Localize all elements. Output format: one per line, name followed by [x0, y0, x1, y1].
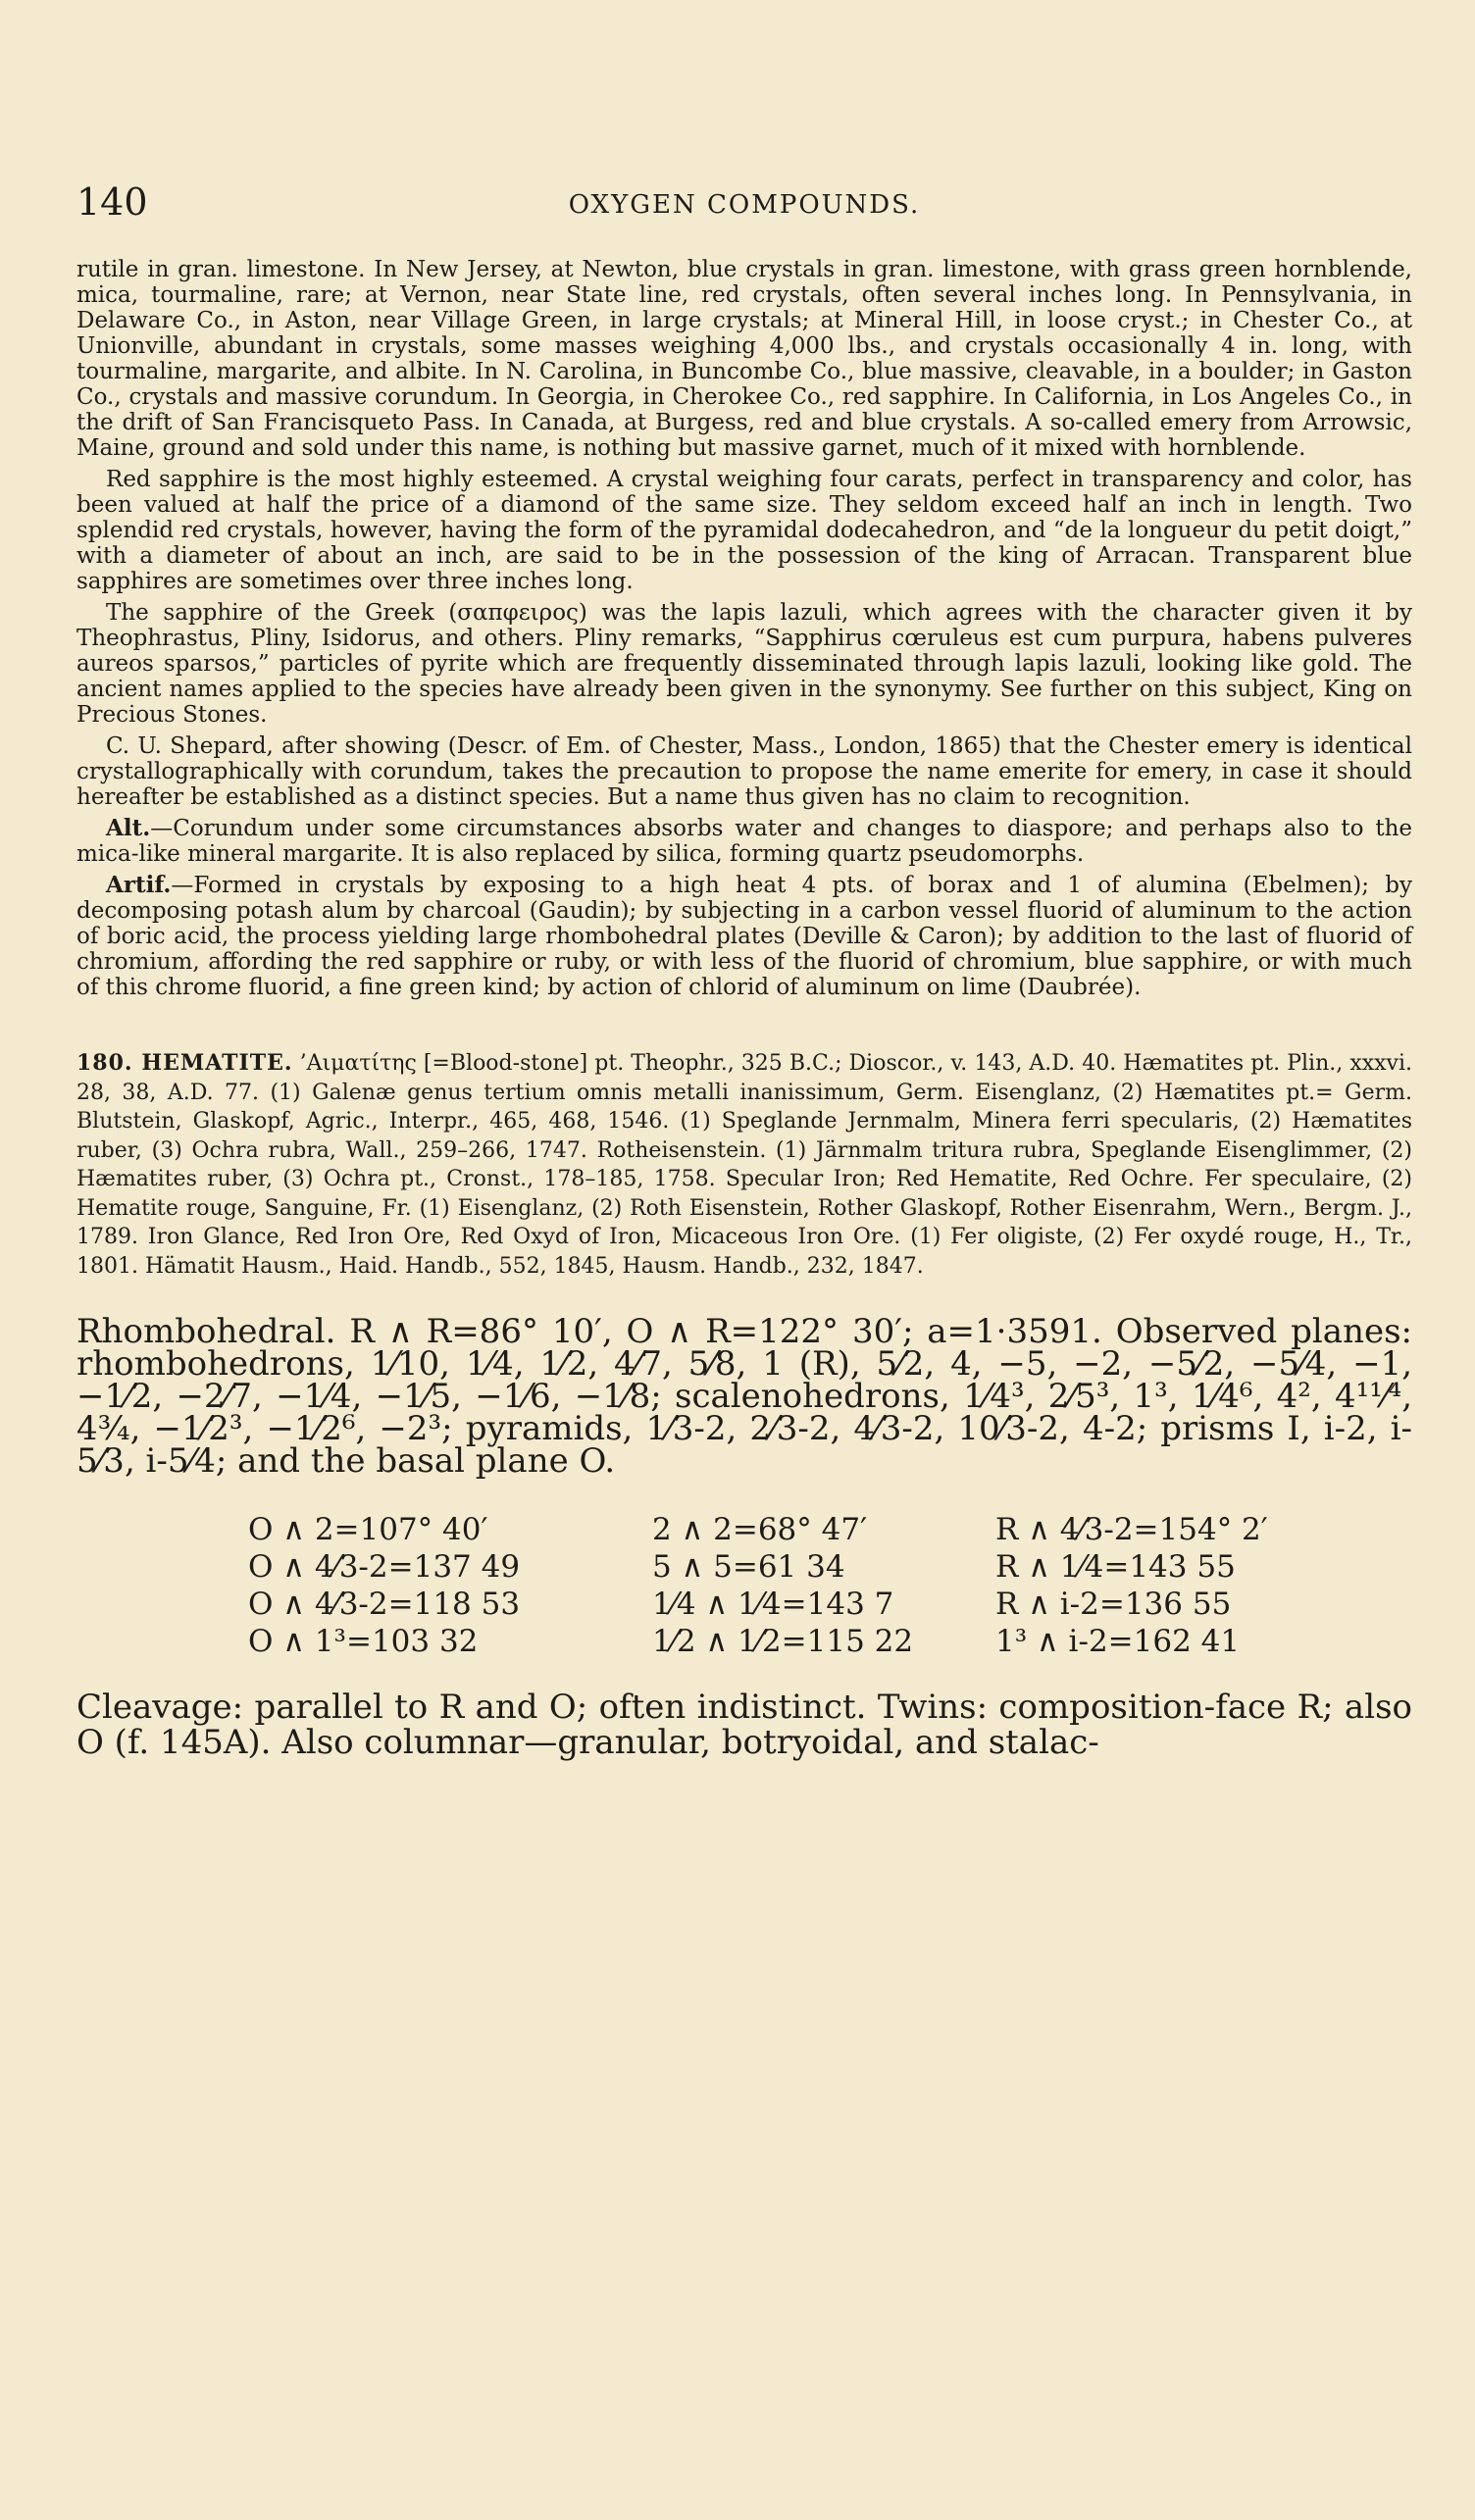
angle-row [248, 1548, 1268, 1586]
crystallography-text: Rhombohedral. R ∧ R=86° 10′, O ∧ R=122° 30′; a=1·3591. Observed planes: rhombohedrons, 1⁄10, 1⁄4, 1⁄2, 4⁄7, 5⁄8, 1 (R), 5⁄2, 4, −5, −2, −5⁄2, −5⁄4, −1, −1⁄2, −2⁄7, −1⁄4, −1⁄5, −1⁄6, −1⁄8; scalenohedrons, 1⁄4³, 2⁄5³, 1³, 1⁄4⁶, 4², 4¹¹⁄⁴, 4¾, −1⁄2³, −1⁄2⁶, −2³; pyramids, 1⁄3-2, 2⁄3-2, 4⁄3-2, 10⁄3-2, 4-2; prisms I, i-2, i-5⁄3, i-5⁄4; and the basal plane O. [76, 1312, 1412, 1481]
angle-cell: 1⁄2 ∧ 1⁄2=115 22 [652, 1624, 914, 1659]
page-body [76, 257, 1412, 1760]
angle-cell: R ∧ i-2=136 55 [995, 1587, 1232, 1622]
angle-cell: 1⁄4 ∧ 1⁄4=143 7 [652, 1587, 894, 1622]
angle-row [248, 1586, 1268, 1623]
paragraph-text: —Formed in crystals by exposing to a high heat 4 pts. of borax and 1 of alumina (Ebelmen); by decomposing potash alum by charcoal (Gaudin); by subjecting in a carbon vessel fluorid of aluminum to the action of boric acid, the process yielding large rhombohedral plates (Deville & Caron); by addition to the last of fluorid of chromium, affording the red sapphire or ruby, or with less of the fluorid of chromium, blue sapphire, or with much of this chrome fluorid, a fine green kind; by action of chlorid of aluminum on lime (Daubrée). [76, 873, 1412, 1000]
paragraph-text: Red sapphire is the most highly esteemed. A crystal weighing four carats, perfect in transparency and color, has been valued at half the price of a diamond of the same size. They seldom exceed half an inch in length. Two splendid red crystals, however, having the form of the pyramidal dodecahedron, and “de la longueur du petit doigt,” with a diameter of about an inch, are said to be in the possession of the king of Arracan. Transparent blue sapphires are sometimes over three inches long. [76, 467, 1412, 594]
paragraph-artificial [76, 873, 1412, 1000]
angle-row [248, 1623, 1268, 1660]
paragraph-shepard [76, 733, 1412, 810]
running-title: OXYGEN COMPOUNDS. [568, 190, 921, 220]
synonymy-text: ’Αιματίτης [=Blood-stone] pt. Theophr., 325 B.C.; Dioscor., v. 143, A.D. 40. Hæmatites pt. Plin., xxxvi. 28, 38, A.D. 77. (1) Galenæ genus tertium omnis metalli inanissimum, Germ. Eisenglanz, (2) Hæmatites pt.= Germ. Blutstein, Glaskopf, Agric., Interpr., 465, 468, 1546. (1) Speglande Jernmalm, Minera ferri specularis, (2) Hæmatites ruber, (3) Ochra rubra, Wall., 259–266, 1747. Rotheisenstein. (1) Järnmalm tritura rubra, Speglande Eisenglimmer, (2) Hæmatites ruber, (3) Ochra pt., Cronst., 178–185, 1758. Specular Iron; Red Hematite, Red Ochre. Fer speculaire, (2) Hematite rouge, Sanguine, Fr. (1) Eisenglanz, (2) Roth Eisenstein, Rother Glaskopf, Rother Eisenrahm, Wern., Bergm. J., 1789. Iron Glance, Red Iron Ore, Red Oxyd of Iron, Micaceous Iron Ore. (1) Fer oligiste, (2) Fer oxydé rouge, H., Tr., 1801. Hämatit Hausm., Haid. Handb., 552, 1845, Hausm. Handb., 232, 1847. [76, 1051, 1412, 1279]
paragraph-text: rutile in gran. limestone. In New Jersey, at Newton, blue crystals in gran. limestone, with grass green hornblende, mica, tourmaline, rare; at Vernon, near State line, red crystals, often several inches long. In Pennsylvania, in Delaware Co., in Aston, near Village Green, in large crystals; at Mineral Hill, in loose cryst.; in Chester Co., at Unionville, abundant in crystals, some masses weighing 4,000 lbs., and crystals occasionally 4 in. long, with tourmaline, margarite, and albite. In N. Carolina, in Buncombe Co., blue massive, cleavable, in a boulder; in Gaston Co., crystals and massive corundum. In Georgia, in Cherokee Co., red sapphire. In California, in Los Angeles Co., in the drift of San Francisqueto Pass. In Canada, at Burgess, red and blue crystals. A so-called emery from Arrowsic, Maine, ground and sold under this name, is nothing but massive garnet, much of it mixed with hornblende. [76, 257, 1412, 461]
paragraph-alteration [76, 816, 1412, 867]
synonymy-block [76, 1049, 1412, 1281]
angle-cell: O ∧ 1³=103 32 [248, 1624, 479, 1659]
paragraph-greek-sapphire [76, 600, 1412, 728]
paragraph-lead: Artif. [106, 872, 172, 898]
angle-cell: O ∧ 4⁄3-2=137 49 [248, 1549, 521, 1585]
angle-cell: 2 ∧ 2=68° 47′ [652, 1512, 868, 1547]
paragraph-text: C. U. Shepard, after showing (Descr. of Em. of Chester, Mass., London, 1865) that the Chester emery is identical crystallographically with corundum, takes the precaution to propose the name emerite for emery, in case it should hereafter be established as a distinct species. But a name thus given has no claim to recognition. [76, 733, 1412, 810]
paragraph-lead: Alt. [106, 815, 151, 841]
angle-cell: 5 ∧ 5=61 34 [652, 1549, 845, 1585]
angle-cell: 1³ ∧ i-2=162 41 [995, 1624, 1241, 1659]
angle-cell: O ∧ 4⁄3-2=118 53 [248, 1587, 521, 1622]
angle-cell: R ∧ 4⁄3-2=154° 2′ [995, 1512, 1268, 1547]
paragraph-text: The sapphire of the Greek (σαπφειρος) was the lapis lazuli, which agrees with the character given it by Theophrastus, Pliny, Isidorus, and others. Pliny remarks, “Sapphirus cœruleus est cum purpura, habens pulveres aureos sparsos,” particles of pyrite which are frequently disseminated through lapis lazuli, looking like gold. The ancient names applied to the species have already been given in the synonymy. See further on this subject, King on Precious Stones. [76, 600, 1412, 728]
paragraph-text: —Corundum under some circumstances absorbs water and changes to diaspore; and perhaps also to the mica-like mineral margarite. It is also replaced by silica, forming quartz pseudomorphs. [76, 816, 1412, 867]
page-number: 140 [76, 180, 148, 224]
paragraph-red-sapphire [76, 467, 1412, 594]
paragraph-localities [76, 257, 1412, 461]
cleavage-text: Cleavage: parallel to R and O; often indistinct. Twins: composition-face R; also O (f. 145A). Also columnar—granular, botryoidal, and stalac- [76, 1688, 1412, 1762]
angle-row [248, 1511, 1268, 1548]
page-header [76, 175, 1412, 233]
angle-cell: R ∧ 1⁄4=143 55 [995, 1549, 1236, 1585]
angle-cell: O ∧ 2=107° 40′ [248, 1512, 488, 1547]
species-title: 180. HEMATITE. [76, 1050, 293, 1076]
angle-table [248, 1511, 1268, 1660]
